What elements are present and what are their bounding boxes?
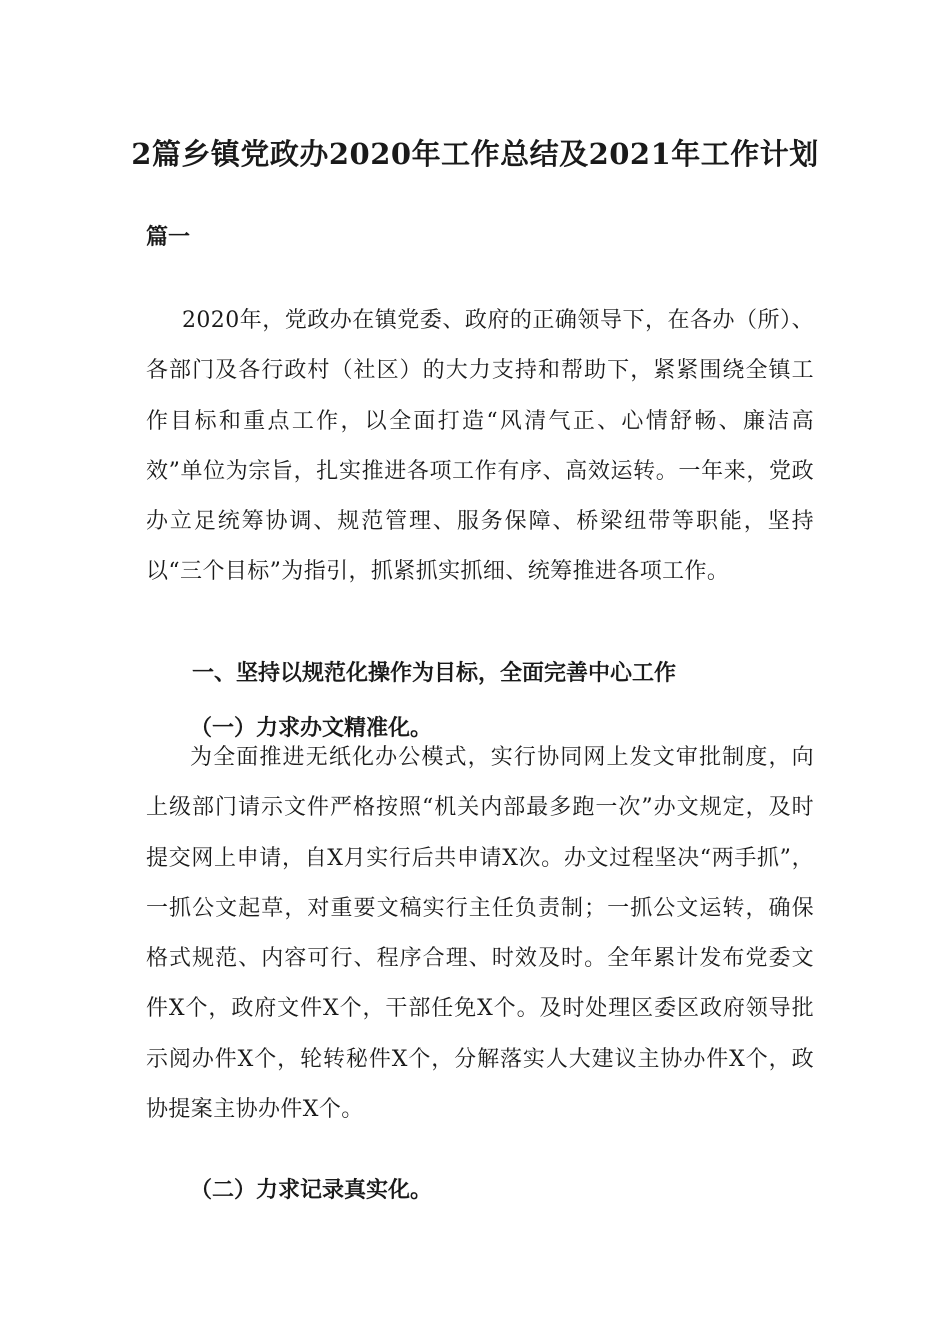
document-title: 2篇乡镇党政办2020年工作总结及2021年工作计划 — [131, 137, 819, 171]
subheading-2: （二）力求记录真实化。 — [190, 1177, 433, 1203]
section-label: 篇一 — [146, 224, 191, 250]
heading-1: 一、坚持以规范化操作为目标，全面完善中心工作 — [192, 660, 677, 686]
subheading-1: （一）力求办文精准化。 — [190, 715, 433, 741]
intro-paragraph: 2020年，党政办在镇党委、政府的正确领导下，在各办（所）、各部门及各行政村（社区）的大力支持和帮助下，紧紧围绕全镇工作目标和重点工作，以全面打造“风清气正、心情舒畅、廉洁高效”单位为宗旨，扎实推进各项工作有序、高效运转。一年来，党政办立足统筹协调、规范管理、服务保障、桥梁纽带等职能，坚持以“三个目标”为指引，抓紧抓实抓细、统筹推进各项工作。 — [146, 308, 814, 585]
body-paragraph-1: 为全面推进无纸化办公模式，实行协同网上发文审批制度，向上级部门请示文件严格按照“机关内部最多跑一次”办文规定，及时提交网上申请，自X月实行后共申请X次。办文过程坚决“两手抓”，一抓公文起草，对重要文稿实行主任负责制；一抓公文运转，确保格式规范、内容可行、程序合理、时效及时。全年累计发布党委文件X个，政府文件X个，干部任免X个。及时处理区委区政府领导批示阅办件X个，轮转秘件X个，分解落实人大建议主协办件X个，政协提案主协办件X个。 — [146, 745, 814, 1123]
